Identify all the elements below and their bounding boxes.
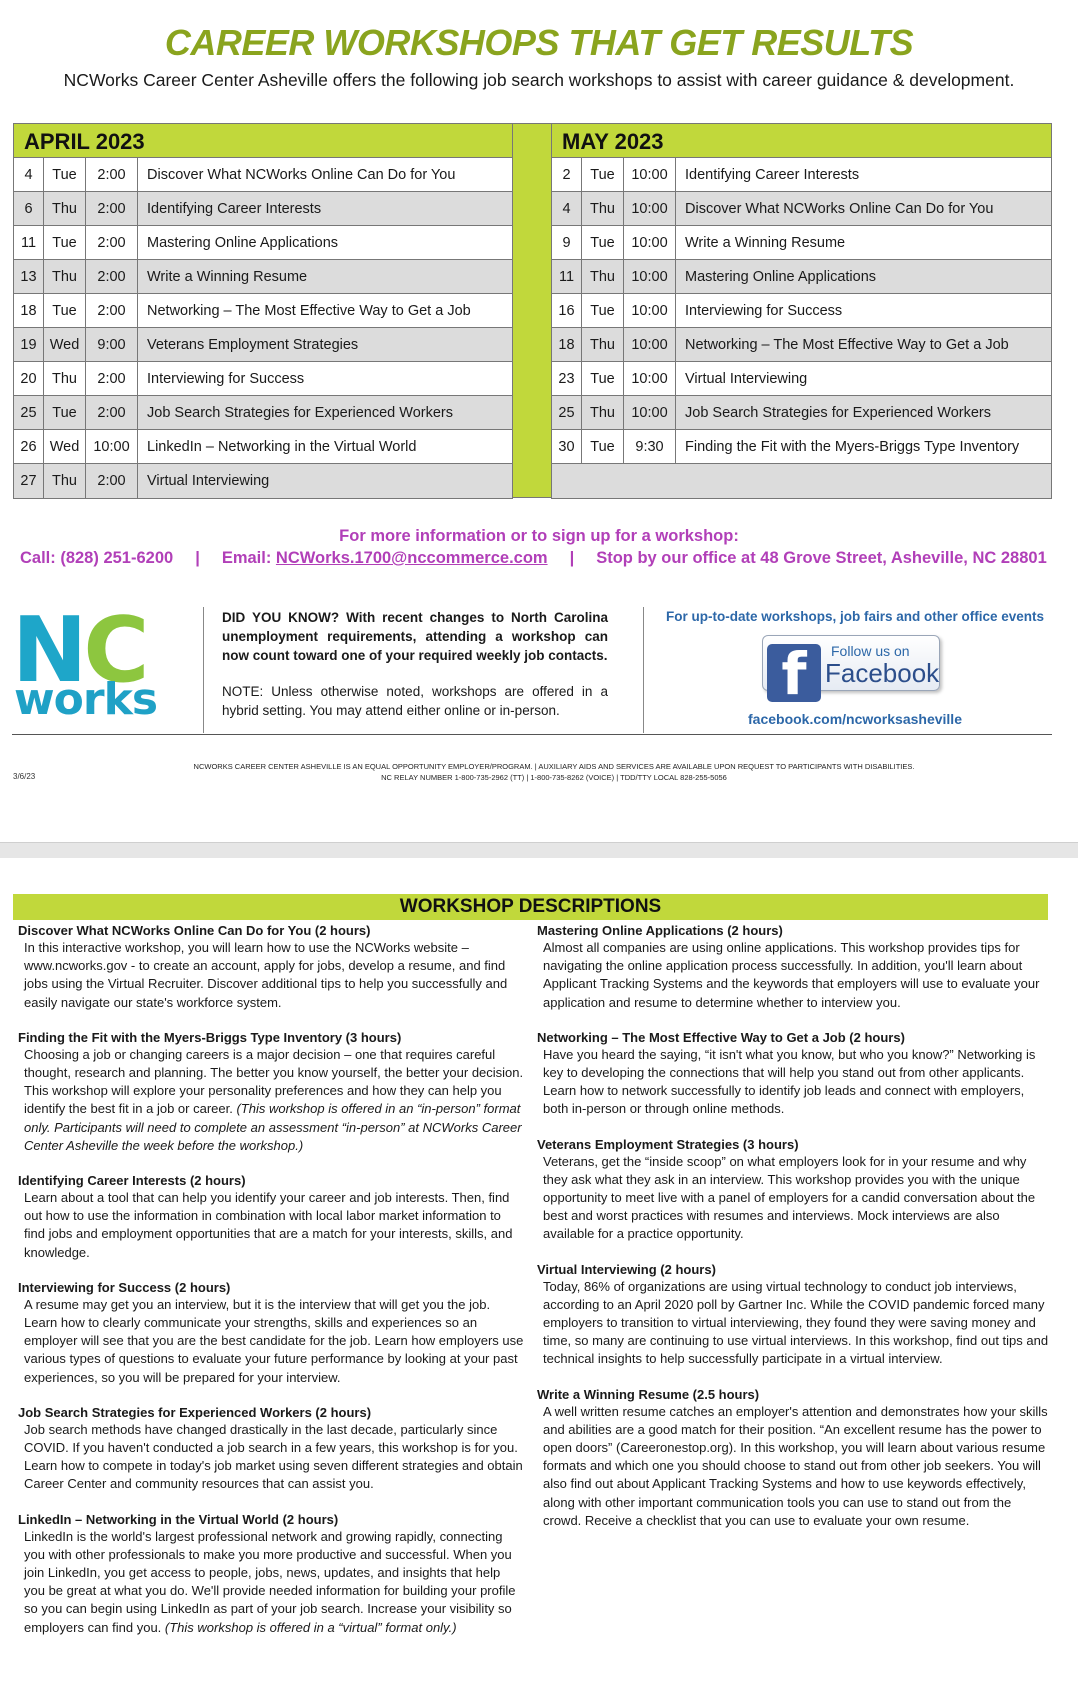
- schedule-row: [14, 294, 512, 328]
- contact-office: Stop by our office at 48 Grove Street, Asheville, NC 28801: [596, 549, 1047, 567]
- facebook-heading: For up-to-date workshops, job fairs and other office events: [665, 609, 1045, 624]
- workshop-title-cell: Write a Winning Resume: [685, 234, 846, 251]
- schedule-row: [14, 396, 512, 430]
- workshop-description-text: [537, 939, 1052, 1012]
- workshop-title-cell: Job Search Strategies for Experienced Workers: [685, 404, 991, 421]
- workshop-description-text: [18, 1528, 524, 1637]
- workshop-title-cell: Mastering Online Applications: [685, 268, 877, 285]
- contact-separator: |: [569, 549, 575, 567]
- empty-row: [552, 464, 1051, 498]
- weekday-cell: Tue: [44, 158, 86, 191]
- description-body: Today, 86% of organizations are using virtual technology to conduct job interviews, according to an April 2020 poll by Gartner Inc. While the COVID pandemic forced many employers to transition to virtual interviewing, they found they were saving money and time, so many are continuing to use virtual interviews. In this workshop, find out tips and technical insights to help successfully participate in a virtual interview.: [543, 1278, 1049, 1367]
- date-cell: 26: [14, 430, 44, 463]
- weekday-cell: Thu: [44, 260, 86, 293]
- workshop-description: [18, 1279, 524, 1387]
- time-cell: 9:00: [86, 328, 138, 361]
- workshop-description-title: Job Search Strategies for Experienced Workers (2 hours): [18, 1404, 372, 1420]
- schedule-row: [552, 396, 1051, 430]
- workshop-title-cell: Networking – The Most Effective Way to Get a Job: [685, 336, 1009, 353]
- workshop-title-cell: LinkedIn – Networking in the Virtual World: [147, 438, 417, 455]
- time-cell: 10:00: [624, 328, 676, 361]
- weekday-cell: Wed: [44, 328, 86, 361]
- date-cell: 11: [552, 260, 582, 293]
- workshop-description: [537, 1136, 1052, 1244]
- facebook-follow-button[interactable]: [762, 635, 940, 708]
- workshop-description-text: [537, 1278, 1052, 1369]
- workshop-description-title: LinkedIn – Networking in the Virtual World (2 hours): [18, 1511, 339, 1527]
- facebook-name: Facebook: [825, 658, 940, 688]
- workshop-description-title: Write a Winning Resume (2.5 hours): [537, 1386, 760, 1402]
- workshop-description-title: Virtual Interviewing (2 hours): [537, 1261, 716, 1277]
- time-cell: 2:00: [86, 158, 138, 191]
- workshop-title-cell: Identifying Career Interests: [685, 166, 860, 183]
- workshop-description: [18, 1511, 524, 1637]
- workshop-title-cell: Interviewing for Success: [685, 302, 843, 319]
- page-subtitle: NCWorks Career Center Asheville offers the following job search workshops to assist with career guidance & development.: [63, 70, 1015, 90]
- ncworks-logo: [12, 598, 172, 725]
- workshop-title-cell: Job Search Strategies for Experienced Workers: [147, 404, 453, 421]
- schedule-row: [14, 430, 512, 464]
- schedule-row: [14, 192, 512, 226]
- workshop-description-title: Identifying Career Interests (2 hours): [18, 1173, 246, 1189]
- may-schedule-table: [551, 123, 1052, 499]
- date-cell: 9: [552, 226, 582, 259]
- weekday-cell: Tue: [44, 396, 86, 429]
- schedule-row: [552, 362, 1051, 396]
- description-body: Have you heard the saying, “it isn't what you know, but who you know?” Networking is key to developing the connections that will help you stand out from other applicants. Learn how to network successfully to identify job leads and connect with employers, both in-person or through online methods.: [543, 1046, 1036, 1117]
- date-cell: 25: [552, 396, 582, 429]
- schedule-row: [14, 362, 512, 396]
- facebook-follow-label: Follow us on: [831, 643, 910, 659]
- page-title: CAREER WORKSHOPS THAT GET RESULTS: [164, 22, 914, 63]
- time-cell: 2:00: [86, 362, 138, 395]
- workshop-description-title: Interviewing for Success (2 hours): [18, 1279, 231, 1295]
- time-cell: 2:00: [86, 226, 138, 259]
- workshop-description-text: [537, 1153, 1052, 1244]
- time-cell: 2:00: [86, 260, 138, 293]
- workshop-title-cell: Networking – The Most Effective Way to Get a Job: [147, 302, 471, 319]
- description-body: LinkedIn is the world's largest professional network and growing rapidly, connecting you with other professionals to make you more productive and successful. When you join LinkedIn, you get access to people, jobs, news, updates, and insights that help you be great at what you do. We'll provide needed information for building your profile so you can begin using LinkedIn as part of your job search. Increase your visibility so employers can find you.: [24, 1528, 516, 1635]
- hybrid-note: NOTE: Unless otherwise noted, workshops are offered in a hybrid setting. You may attend either online or in-person.: [222, 684, 608, 718]
- weekday-cell: Thu: [582, 192, 624, 225]
- workshop-title-cell: Discover What NCWorks Online Can Do for You: [147, 166, 456, 183]
- workshop-description-text: [537, 1403, 1052, 1530]
- time-cell: 10:00: [624, 158, 676, 191]
- description-body: Learn about a tool that can help you identify your career and job interests. Then, find out how to use the information in combination with local labor market information to find jobs and employment opportunities that are a match for your interests, skills, and knowledge.: [24, 1190, 513, 1260]
- workshop-description: [537, 1386, 1052, 1530]
- workshop-description-text: [18, 939, 524, 1012]
- workshop-description-title: Veterans Employment Strategies (3 hours): [537, 1136, 799, 1152]
- description-body: Veterans, get the “inside scoop” on what employers look for in your resume and why they ask what they ask in an interview. This workshop provides you with the unique opportunity to meet live with a panel of employers for a candid conversation about the best and worst practices with resumes and interviews. Mock interviews are also available for a practice opportunity.: [543, 1153, 1036, 1242]
- description-body: Choosing a job or changing careers is a major decision – one that requires careful thought, research and planning. The better you know yourself, the better your decision. This workshop will explore your personality preferences and how they can help you identify the best fit in a job or career.: [24, 1046, 524, 1117]
- date-cell: 23: [552, 362, 582, 395]
- weekday-cell: Thu: [44, 464, 86, 498]
- date-cell: 19: [14, 328, 44, 361]
- weekday-cell: Wed: [44, 430, 86, 463]
- time-cell: 2:00: [86, 294, 138, 327]
- time-cell: 2:00: [86, 192, 138, 225]
- time-cell: 10:00: [624, 362, 676, 395]
- schedule-row: [552, 260, 1051, 294]
- schedule-row: [14, 328, 512, 362]
- time-cell: 10:00: [624, 192, 676, 225]
- date-cell: 27: [14, 464, 44, 498]
- date-cell: 11: [14, 226, 44, 259]
- schedule-row: [14, 158, 512, 192]
- schedule-row: [552, 158, 1051, 192]
- workshop-description-text: [18, 1296, 524, 1387]
- workshop-title-cell: Virtual Interviewing: [147, 473, 270, 489]
- weekday-cell: Tue: [44, 226, 86, 259]
- workshop-description: [18, 1404, 524, 1494]
- logo-nc: NC: [12, 598, 146, 703]
- workshop-description-text: [537, 1046, 1052, 1119]
- descriptions-right-column: [537, 922, 1052, 1547]
- format-note: (This workshop is offered in an “in-person” format only. Participants will need to complete an assessment “in-person” at NCWorks Career Center Asheville the week before the workshop.): [24, 1101, 522, 1153]
- facebook-url-link[interactable]: facebook.com/ncworksasheville: [748, 711, 962, 727]
- workshop-title-cell: Interviewing for Success: [147, 370, 305, 387]
- date-cell: 18: [552, 328, 582, 361]
- eeo-statement: NCWORKS CAREER CENTER ASHEVILLE IS AN EQUAL OPPORTUNITY EMPLOYER/PROGRAM. | AUXILIARY AIDS AND SERVICES ARE AVAILABLE UPON REQUEST TO PARTICIPANTS WITH DISABILITIES.: [193, 762, 915, 771]
- format-note: (This workshop is offered in a “virtual” format only.): [164, 1619, 457, 1635]
- weekday-cell: Thu: [582, 260, 624, 293]
- descriptions-heading: WORKSHOP DESCRIPTIONS: [13, 894, 1048, 920]
- schedule-row: [552, 328, 1051, 362]
- flyer-page-2: [0, 858, 1078, 1691]
- time-cell: 10:00: [624, 396, 676, 429]
- time-cell: 9:30: [624, 430, 676, 463]
- contact-heading: For more information or to sign up for a workshop:: [339, 527, 739, 545]
- schedule-row: [552, 192, 1051, 226]
- page-separator: [0, 842, 1078, 858]
- date-cell: 18: [14, 294, 44, 327]
- workshop-title-cell: Finding the Fit with the Myers-Briggs Type Inventory: [685, 438, 1020, 455]
- april-schedule-table: [13, 123, 513, 499]
- date-cell: 25: [14, 396, 44, 429]
- schedule-row: [552, 226, 1051, 260]
- date-cell: 13: [14, 260, 44, 293]
- date-cell: 6: [14, 192, 44, 225]
- workshop-description-title: Networking – The Most Effective Way to Get a Job (2 hours): [537, 1029, 905, 1045]
- workshop-description: [18, 922, 524, 1012]
- workshop-title-cell: Veterans Employment Strategies: [147, 336, 359, 353]
- contact-email-label: Email:: [221, 549, 276, 567]
- footer-rule: [12, 734, 1052, 735]
- contact-phone[interactable]: Call: (828) 251-6200: [20, 549, 174, 567]
- workshop-description-text: [18, 1189, 524, 1262]
- description-body: A well written resume catches an employer's attention and demonstrates how your skills and abilities are a good match for their position. “An excellent resume has the power to open doors” (Careeronestop.org). In this workshop, you will learn about various resume formats and which one you should choose to stand out from other job seekers. You will also find out about Applicant Tracking Systems and how to use keywords effectively, along with other important communication tools you can use to stand out from the crowd. Receive a checklist that you can use to evaluate your own resume.: [543, 1403, 1048, 1528]
- weekday-cell: Thu: [582, 328, 624, 361]
- contact-line: [20, 549, 1070, 568]
- description-body: In this interactive workshop, you will learn how to use the NCWorks website – www.ncworks.gov - to create an account, apply for jobs, develop a resume, and find jobs using the Virtual Recruiter. Discover additional tips to help you successfully and easily navigate our state's workforce system.: [24, 940, 508, 1010]
- weekday-cell: Tue: [582, 226, 624, 259]
- date-cell: 30: [552, 430, 582, 463]
- did-you-know-text: DID YOU KNOW? With recent changes to North Carolina unemployment requirements, attending a workshop can now count toward one of your required weekly job contacts.: [222, 610, 608, 663]
- revision-date: 3/6/23: [13, 772, 36, 781]
- divider: [643, 607, 644, 733]
- date-cell: 4: [14, 158, 44, 191]
- workshop-description-title: Discover What NCWorks Online Can Do for You (2 hours): [18, 923, 371, 938]
- divider: [203, 607, 204, 733]
- weekday-cell: Tue: [582, 294, 624, 327]
- workshop-title-cell: Identifying Career Interests: [147, 200, 322, 217]
- time-cell: 10:00: [624, 260, 676, 293]
- weekday-cell: Tue: [582, 430, 624, 463]
- date-cell: 2: [552, 158, 582, 191]
- workshop-title-cell: Write a Winning Resume: [147, 268, 308, 285]
- workshop-description: [18, 1029, 524, 1155]
- schedule-row: [14, 226, 512, 260]
- description-body: Job search methods have changed drastically in the last decade, particularly since COVID. If you haven't conducted a job search in a few years, this workshop is for you. Learn how to compete in today's job market using seven different strategies and obtain Career Center and community resources that can assist you.: [24, 1421, 523, 1492]
- time-cell: 10:00: [86, 430, 138, 463]
- relay-numbers: NC RELAY NUMBER 1-800-735-2962 (TT) | 1-800-735-8262 (VOICE) | TDD/TTY LOCAL 828-255-5056: [381, 773, 727, 782]
- april-heading: APRIL 2023: [14, 124, 512, 158]
- workshop-title-cell: Mastering Online Applications: [147, 234, 339, 251]
- contact-email-link[interactable]: NCWorks.1700@nccommerce.com: [275, 549, 548, 567]
- workshop-description-title: Mastering Online Applications (2 hours): [537, 923, 783, 938]
- date-cell: 4: [552, 192, 582, 225]
- description-body: A resume may get you an interview, but it is the interview that will get you the job. Learn how to clearly communicate your strengths, skills and experiences so an employer will see that you are the best candidate for the job. Learn how employers use various types of questions to evaluate your future performance by looking at your past experiences, so you will be prepared for your interview.: [24, 1296, 524, 1385]
- workshop-description-text: [18, 1046, 524, 1155]
- date-cell: 16: [552, 294, 582, 327]
- descriptions-left-column: [18, 922, 524, 1654]
- time-cell: 10:00: [624, 294, 676, 327]
- workshop-description: [18, 1172, 524, 1262]
- workshop-description: [537, 1261, 1052, 1369]
- weekday-cell: Thu: [44, 192, 86, 225]
- workshop-description: [537, 922, 1052, 1012]
- weekday-cell: Tue: [582, 362, 624, 395]
- workshop-title-cell: Virtual Interviewing: [685, 370, 808, 387]
- schedule-row: [14, 464, 512, 498]
- workshop-description-text: [18, 1421, 524, 1494]
- workshop-description: [537, 1029, 1052, 1119]
- schedule-row: [552, 430, 1051, 464]
- logo-works: works: [14, 674, 158, 725]
- weekday-cell: Thu: [582, 396, 624, 429]
- time-cell: 10:00: [624, 226, 676, 259]
- schedule-row: [552, 294, 1051, 328]
- workshop-title-cell: Discover What NCWorks Online Can Do for You: [685, 200, 994, 217]
- time-cell: 2:00: [86, 396, 138, 429]
- date-cell: 20: [14, 362, 44, 395]
- schedule-row: [14, 260, 512, 294]
- workshop-description-title: Finding the Fit with the Myers-Briggs Type Inventory (3 hours): [18, 1029, 402, 1045]
- description-body: Almost all companies are using online applications. This workshop provides tips for navigating the online application process successfully. In addition, you'll learn about Applicant Tracking Systems and the keywords that employers will use to evaluate your application and resume to determine whether to interview you.: [543, 940, 1040, 1010]
- time-cell: 2:00: [86, 464, 138, 498]
- weekday-cell: Tue: [582, 158, 624, 191]
- may-heading: MAY 2023: [552, 124, 1051, 158]
- table-divider-bar: [513, 123, 551, 498]
- contact-separator: |: [195, 549, 200, 567]
- flyer-page-1: [0, 0, 1078, 840]
- weekday-cell: Tue: [44, 294, 86, 327]
- weekday-cell: Thu: [44, 362, 86, 395]
- facebook-icon: f: [767, 644, 821, 702]
